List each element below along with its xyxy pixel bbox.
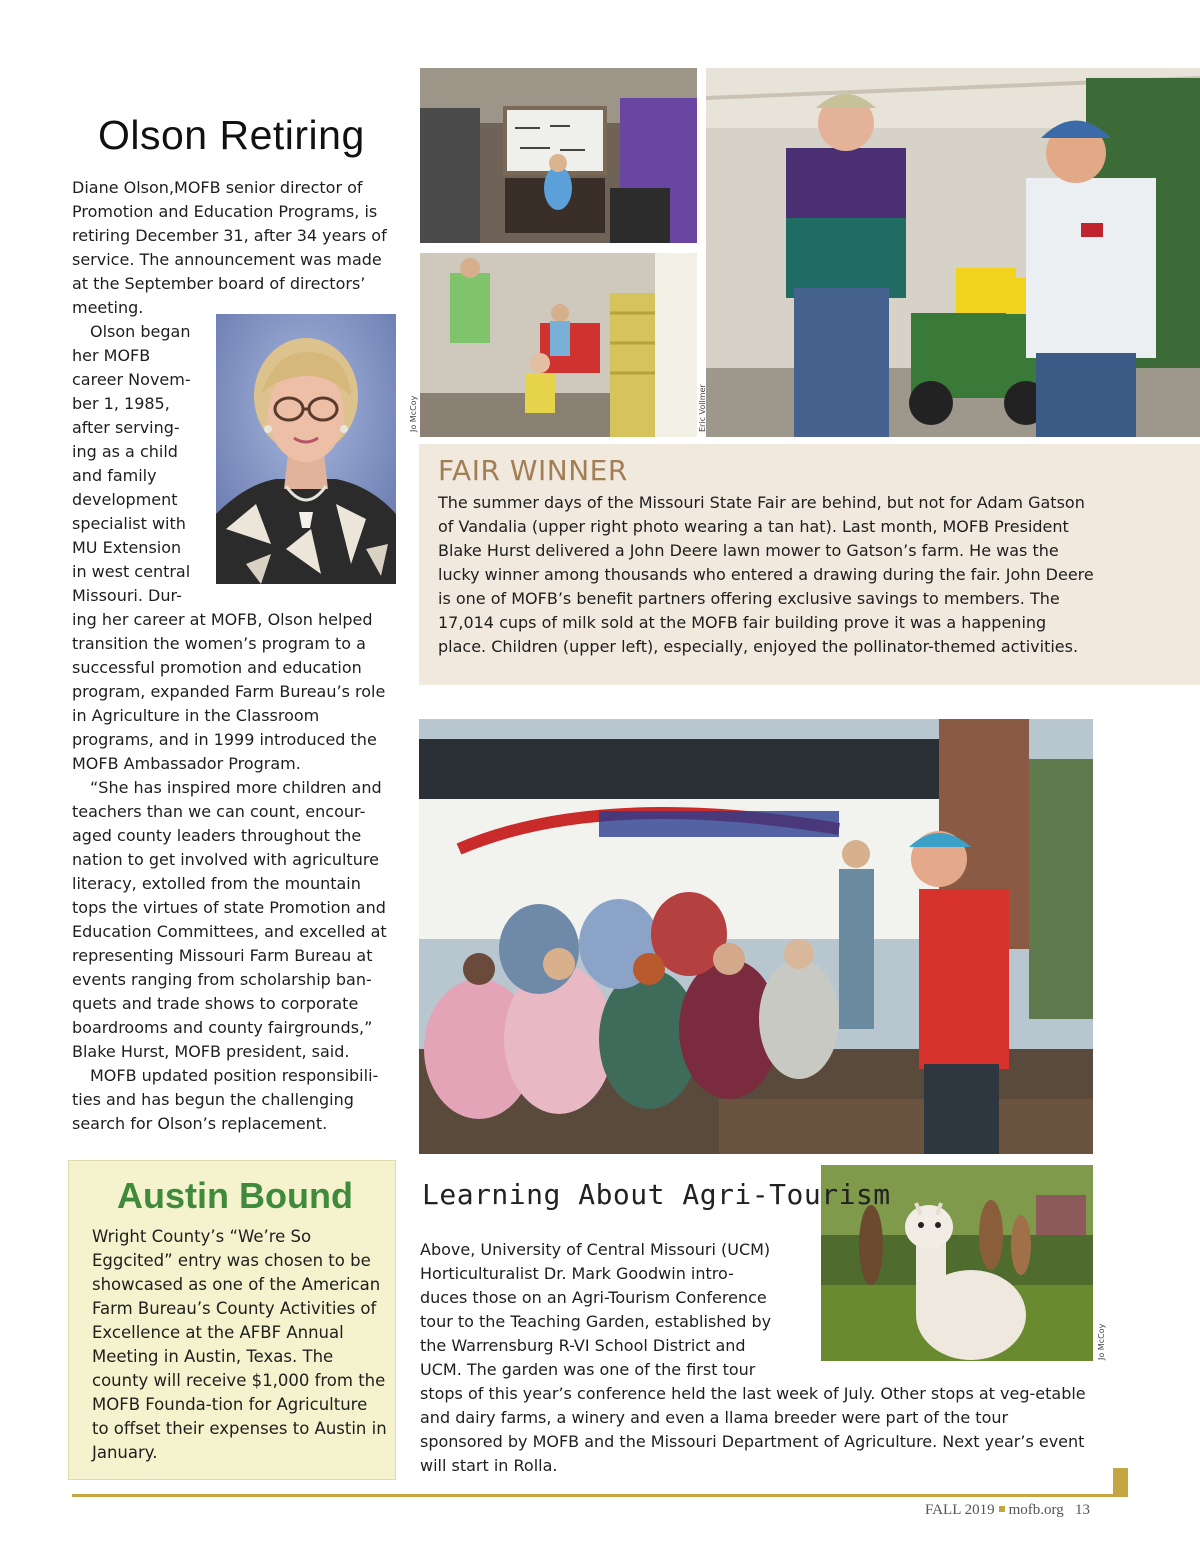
austin-bound-box [68,1160,396,1480]
olson-line: Olson began [90,322,191,341]
agri-narrow-block [420,1238,815,1382]
agri-tourism-title: Learning About Agri-Tourism [422,1178,891,1211]
agri-line: UCM. The garden was one of the first tour [420,1360,756,1379]
page-footer [925,1502,1090,1519]
olson-line: development [72,490,178,509]
agri-line: tour to the Teaching Garden, established by [420,1312,772,1331]
photo-credit-llama: Jo McCoy [1097,1323,1106,1360]
footer-issue: FALL 2019 [925,1502,995,1518]
footer-accent-bar [1113,1468,1128,1494]
photo-credit-fair-left: Jo McCoy [409,395,418,432]
olson-paragraph-2-wrap [72,320,192,608]
fair-children-pollinator-photo [420,253,697,437]
agri-tourism-group-photo [419,719,1093,1154]
olson-line: in west central [72,562,191,581]
footer-site: mofb.org [1008,1502,1064,1518]
olson-paragraph-1: Diane Olson,MOFB senior director of Promotion and Education Programs, is retiring December 31, after 34 years of service. The announcement was made at the September board of directors’ meeting. [72,178,387,317]
fair-winner-box [419,444,1200,685]
agri-line: the Warrensburg R-VI School District and [420,1336,746,1355]
agri-line: Horticulturalist Dr. Mark Goodwin intro- [420,1264,734,1283]
fair-winner-title: FAIR WINNER [438,454,628,487]
olson-line: Missouri. Dur- [72,586,182,605]
fair-winner-body: The summer days of the Missouri State Fair are behind, but not for Adam Gatson of Vandalia (upper right photo wearing a tan hat). Last month, MOFB President Blake Hurst delivered a John Deere lawn mower to Gatson’s farm. He was the lucky winner among thousands who entered a drawing during the fair. John Deere is one of MOFB’s benefit partners offering exclusive savings to members. The 17,014 cups of milk sold at the MOFB fair building prove it was a happening place. Children (upper left), especially, enjoyed the pollinator-themed activities. [438,493,1094,656]
olson-line: ing as a child [72,442,178,461]
footer-separator [999,1506,1005,1512]
photo-credit-fair-right: Eric Vollmer [698,384,707,432]
agri-paragraph-rest: stops of this year’s conference held the last week of July. Other stops at veg-etable and dairy farms, a winery and even a llama breeder were part of the tour sponsored by MOFB and the Missouri Department of Agriculture. Next year’s event will start in Rolla. [420,1384,1086,1475]
olson-line: career Novem- [72,370,191,389]
fair-winner-mower-photo [706,68,1200,437]
agri-tourism-article [420,1238,1090,1478]
olson-line: ber 1, 1985, [72,394,170,413]
footer-rule [72,1494,1128,1497]
fair-children-drawing-photo [420,68,697,243]
page-number: 13 [1074,1502,1090,1518]
olson-title: Olson Retiring [98,112,365,158]
olson-paragraph-2-rest: ing her career at MOFB, Olson helped transition the women’s program to a successful promotion and education program, expanded Farm Bureau’s role in Agriculture in the Classroom programs, and in 1999 introduced the MOFB Ambassador Program. [72,610,386,773]
olson-paragraph-3: “She has inspired more children and teachers than we can count, encour-aged county leaders throughout the nation to get involved with agriculture literacy, extolled from the mountain tops the virtues of state Promotion and Education Committees, and excelled at representing Missouri Farm Bureau at events ranging from scholarship ban-quets and trade shows to corporate boardrooms and county fairgrounds,” Blake Hurst, MOFB president, said. [72,778,387,1061]
olson-line: specialist with [72,514,186,533]
olson-paragraph-4: MOFB updated position responsibili-ties and has begun the challenging search for Olson’s replacement. [72,1066,379,1133]
agri-line: duces those on an Agri-Tourism Conference [420,1288,767,1307]
agri-line: Above, University of Central Missouri (UCM) [420,1240,771,1259]
austin-body: Wright County’s “We’re So Eggcited” entry was chosen to be showcased as one of the American Farm Bureau’s County Activities of Excellence at the AFBF Annual Meeting in Austin, Texas. The county will receive $1,000 from the MOFB Founda-tion for Agriculture to offset their expenses to Austin in January. [92,1227,387,1462]
austin-title: Austin Bound [117,1175,353,1216]
olson-line: and family [72,466,157,485]
olson-line: her MOFB [72,346,151,365]
olson-line: after serving- [72,418,180,437]
olson-line: MU Extension [72,538,182,557]
diane-olson-portrait [216,314,396,584]
